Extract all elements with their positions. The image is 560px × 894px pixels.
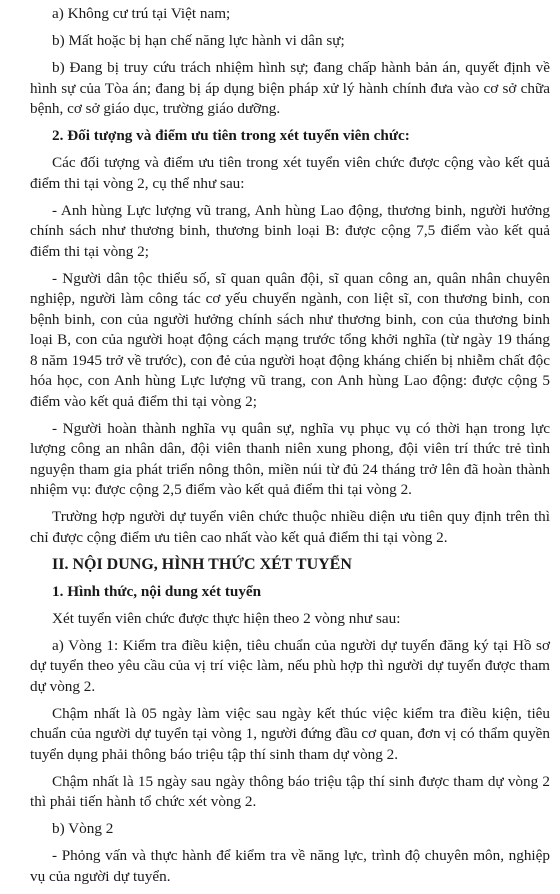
rounds-intro: Xét tuyển viên chức được thực hiện theo 2 vòng như sau: bbox=[52, 609, 401, 627]
round-2-deadline: Chậm nhất là 15 ngày sau ngày thông báo triệu tập thí sinh được tham dự vòng 2 thì phải tiến hành tổ chức xét vòng 2. bbox=[30, 772, 550, 810]
priority-heroes: - Anh hùng Lực lượng vũ trang, Anh hùng Lao động, thương binh, người hưởng chính sách như thương binh, thương binh loại B: được cộng 7,5 điểm vào kết quả điểm thi tại vòng 2; bbox=[30, 201, 550, 260]
section-2-heading: 2. Đối tượng và điểm ưu tiên trong xét tuyển viên chức: bbox=[52, 127, 410, 144]
item-b-capacity: b) Mất hoặc bị hạn chế năng lực hành vi dân sự; bbox=[52, 32, 345, 49]
priority-multiple: Trường hợp người dự tuyển viên chức thuộc nhiều diện ưu tiên quy định trên thì chỉ được cộng điểm ưu tiên cao nhất vào kết quả điểm thi tại vòng 2. bbox=[30, 508, 550, 546]
section-II-heading: II. NỘI DUNG, HÌNH THỨC XÉT TUYỂN bbox=[52, 555, 352, 573]
round-1: a) Vòng 1: Kiểm tra điều kiện, tiêu chuẩn của người dự tuyển đăng ký tại Hồ sơ dự tuyển theo yêu cầu của vị trí việc làm, nếu phù hợp thì người dự tuyển được tham dự vòng 2. bbox=[30, 636, 550, 695]
round-1-deadline: Chậm nhất là 05 ngày làm việc sau ngày kết thúc việc kiểm tra điều kiện, tiêu chuẩn của người dự tuyển tại vòng 1, người đứng đầu cơ quan, đơn vị có thẩm quyền tuyển dụng phải thông báo triệu tập thí sinh tham dự vòng 2. bbox=[30, 704, 550, 763]
priority-military: - Người hoàn thành nghĩa vụ quân sự, nghĩa vụ phục vụ có thời hạn trong lực lượng công an nhân dân, đội viên thanh niên xung phong, đội viên trí thức trẻ tình nguyện tham gia phát triển nông thôn, miền núi từ đủ 24 tháng trở lên đã hoàn thành nhiệm vụ: được cộng 2,5 điểm vào kết quả điểm thi tại vòng 2. bbox=[30, 419, 550, 498]
priority-intro: Các đối tượng và điểm ưu tiên trong xét tuyển viên chức được cộng vào kết quả điểm thi tại vòng 2, cụ thể như sau: bbox=[30, 154, 550, 192]
round-2: b) Vòng 2 bbox=[52, 820, 114, 837]
section-1-heading: 1. Hình thức, nội dung xét tuyển bbox=[52, 582, 262, 600]
round-2-interview: - Phỏng vấn và thực hành để kiểm tra về năng lực, trình độ chuyên môn, nghiệp vụ của người dự tuyển. bbox=[30, 847, 550, 885]
item-a-no-residence: a) Không cư trú tại Việt nam; bbox=[52, 5, 231, 22]
priority-ethnic: - Người dân tộc thiểu số, sĩ quan quân đội, sĩ quan công an, quân nhân chuyên nghiệp, người làm công tác cơ yếu chuyển ngành, con liệt sĩ, con thương binh, con bệnh binh, con của người hưởng chính sách như thương binh, con của thương binh loại B, con của người hoạt động cách mạng trước tổng khởi nghĩa (từ ngày 19 tháng 8 năm 1945 trở về trước), con đẻ của người hoạt động kháng chiến bị nhiễm chất độc hóa học, con Anh hùng Lực lượng vũ trang, con Anh hùng Lao động: được cộng 5 điểm vào kết quả điểm thi tại vòng 2; bbox=[30, 269, 550, 410]
item-b-criminal: b) Đang bị truy cứu trách nhiệm hình sự; đang chấp hành bản án, quyết định về hình sự của Tòa án; đang bị áp dụng biện pháp xử lý hành chính đưa vào cơ sở chữa bệnh, cơ sở giáo dục, trường giáo dưỡng. bbox=[30, 59, 550, 117]
